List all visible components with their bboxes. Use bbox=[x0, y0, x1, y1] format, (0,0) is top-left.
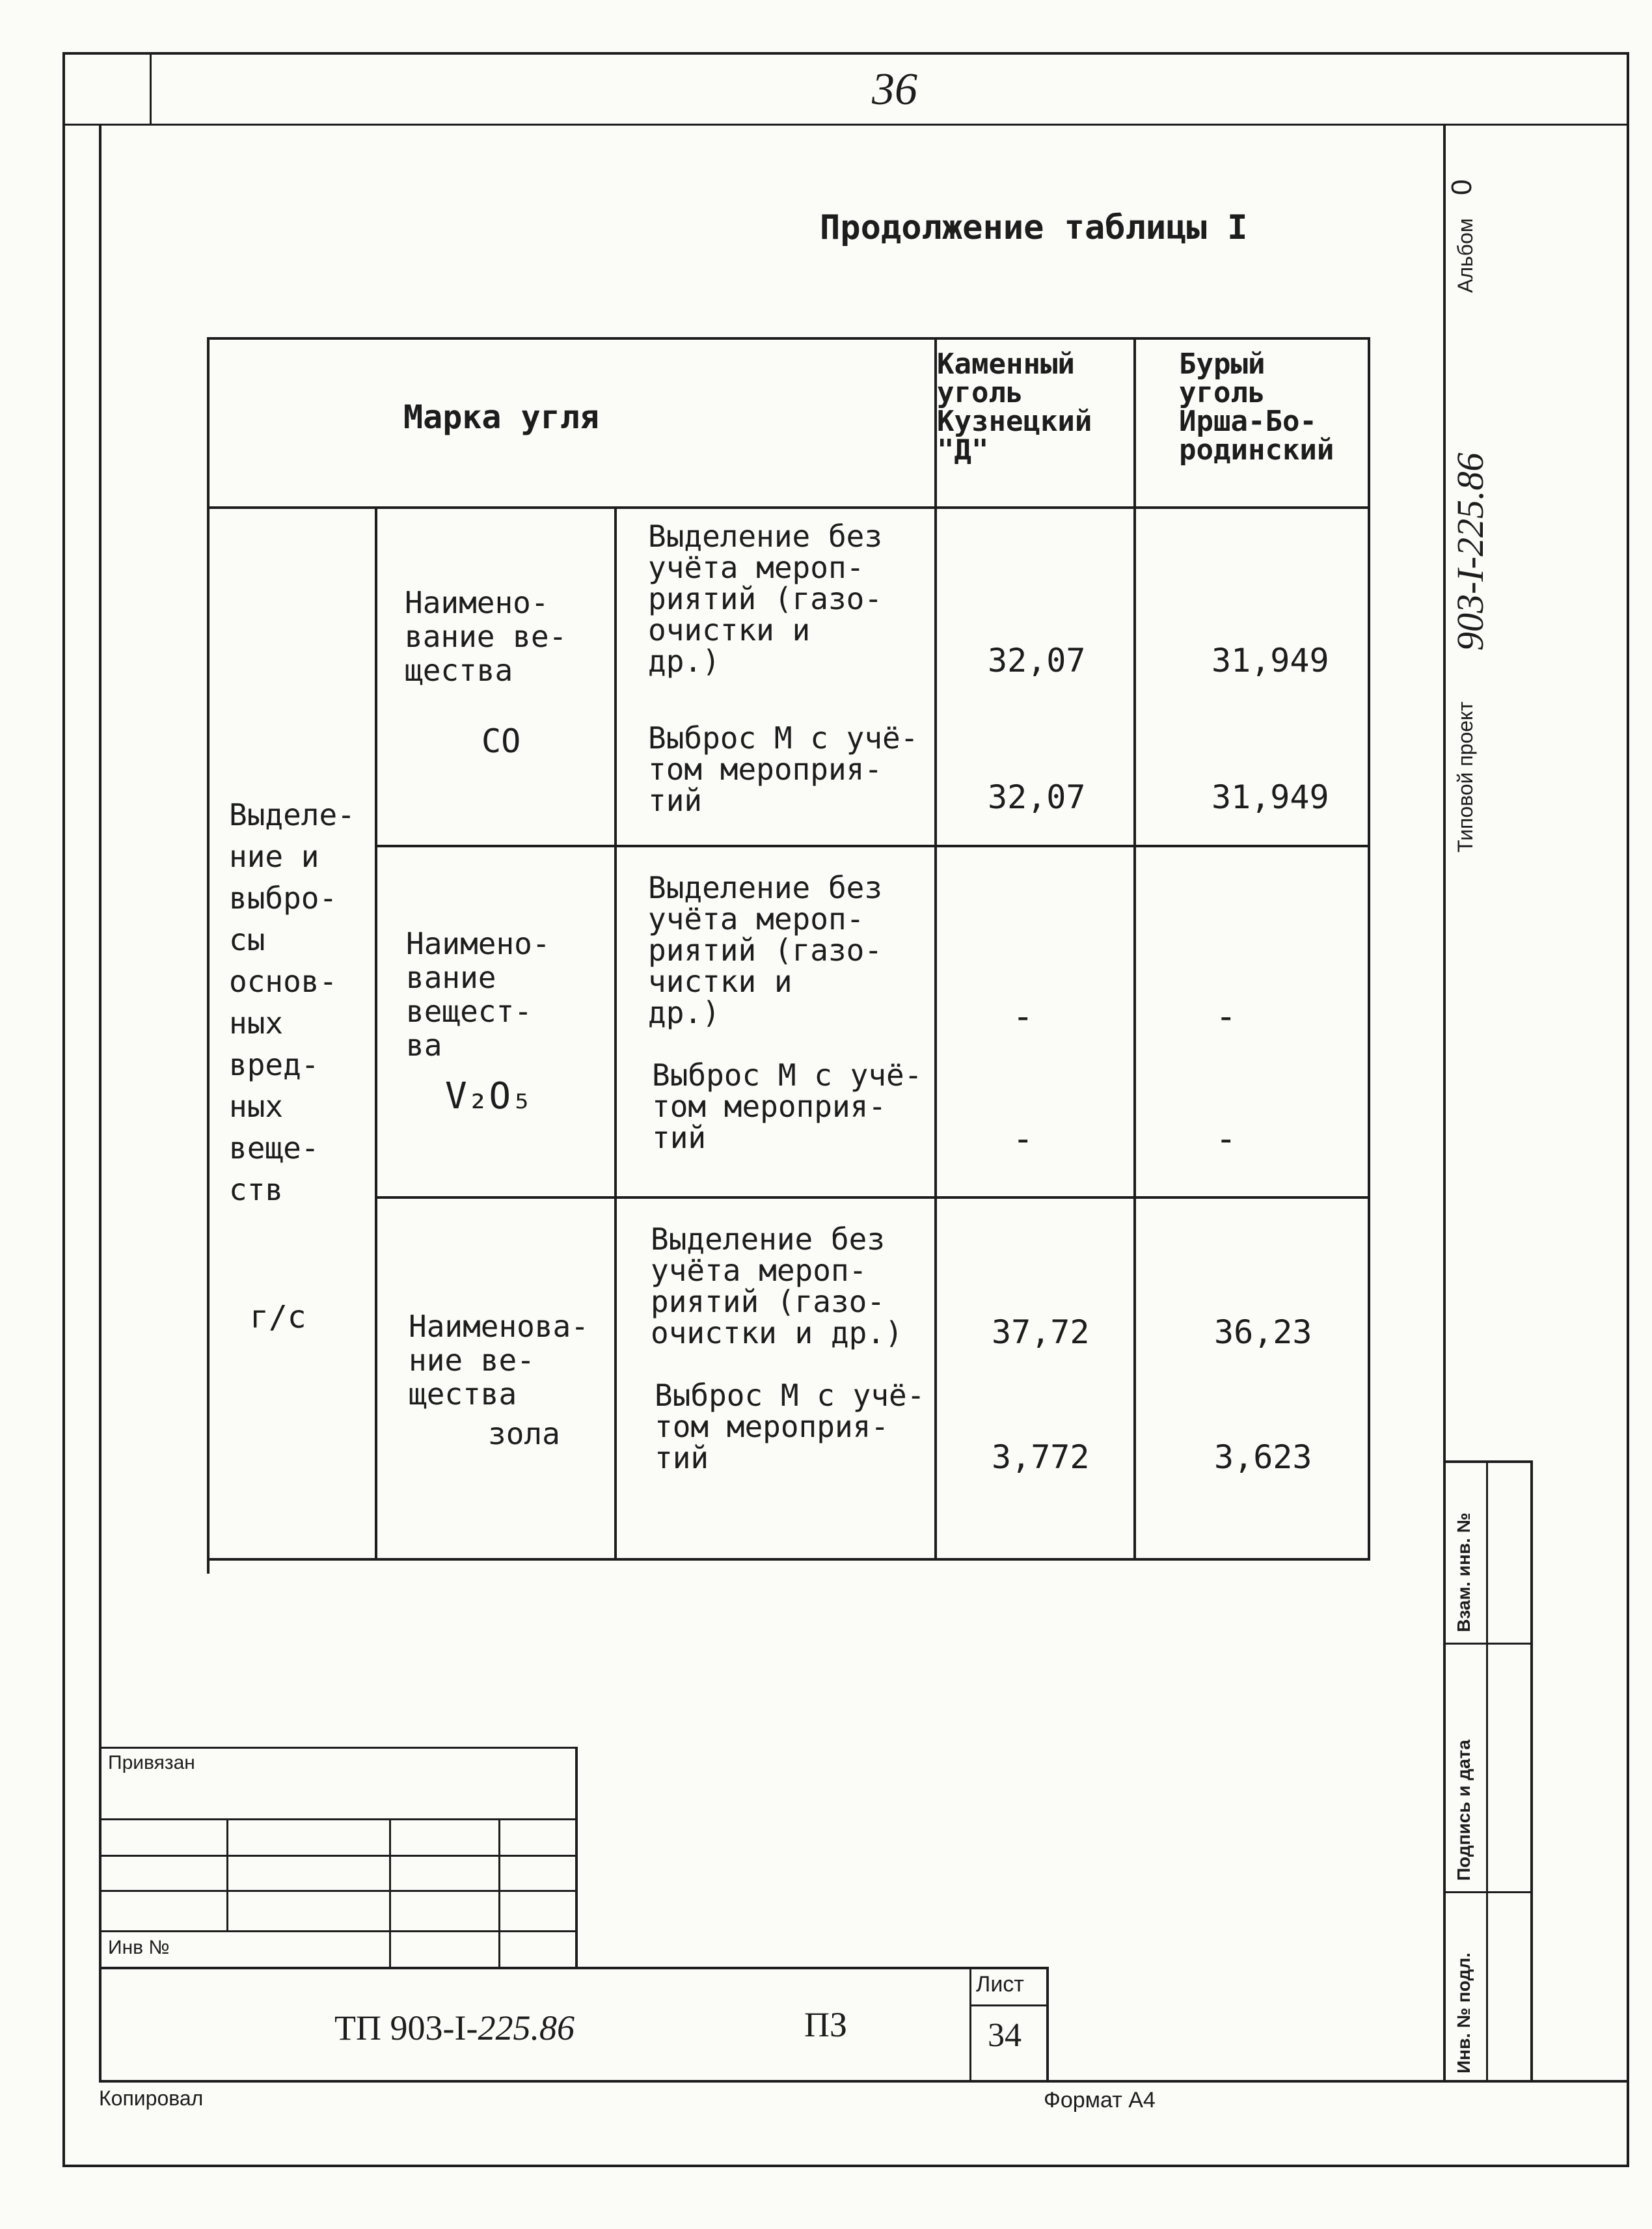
col-side-divider bbox=[375, 506, 377, 1561]
page-number: 36 bbox=[872, 64, 917, 115]
group3-substance-label: Наименова- ние ве- щества bbox=[409, 1309, 589, 1412]
doc-code-prefix: ТП 903-I- bbox=[334, 2008, 478, 2047]
group3-row1-label: Выделение без учёта мероп- риятий (газо- очистки и др.) bbox=[651, 1222, 903, 1350]
project-value: 903-I-225.86 bbox=[1449, 452, 1491, 651]
side-stamp-col-divider bbox=[1486, 1460, 1488, 2080]
inv-podl-label: Инв. № подл. bbox=[1454, 1952, 1474, 2073]
privyazan-row3 bbox=[99, 1890, 578, 1892]
group1-row2-label: Выброс М с учё- том мероприя- тий bbox=[648, 720, 919, 818]
doc-code-suffix: 225.86 bbox=[478, 2008, 575, 2047]
col-substance-divider bbox=[614, 506, 617, 1561]
side-stamp-row2 bbox=[1443, 1891, 1532, 1893]
privyazan-row4 bbox=[99, 1930, 578, 1932]
privyazan-col1 bbox=[226, 1818, 228, 1930]
group1-row1-label: Выделение без учёта мероп- риятий (газо- очистки и др.) bbox=[648, 519, 883, 679]
table-bottom-border bbox=[207, 1558, 1370, 1561]
group2-bottom bbox=[375, 1196, 1370, 1199]
title-block-top bbox=[99, 1967, 1049, 1969]
album-value: 0 bbox=[1446, 179, 1478, 195]
side-stamp-right bbox=[1530, 1460, 1533, 2080]
header-col2: Бурый уголь Ирша-Бо- родинский bbox=[1179, 348, 1334, 467]
privyazan-top bbox=[99, 1747, 578, 1749]
col-values-divider bbox=[934, 337, 937, 1561]
group1-row1-v2: 31,949 bbox=[1212, 642, 1329, 679]
sheet-box-right bbox=[1046, 1967, 1049, 2081]
group2-row1-label: Выделение без учёта мероп- риятий (газо- чистки и др.) bbox=[648, 870, 883, 1030]
format-label: Формат А4 bbox=[1044, 2088, 1156, 2113]
project-label: Типовой проект bbox=[1454, 701, 1477, 853]
side-stamp-row1 bbox=[1443, 1643, 1532, 1645]
sheet-box-divider bbox=[969, 2004, 1049, 2006]
privyazan-col2 bbox=[389, 1818, 391, 1968]
group1-bottom bbox=[375, 845, 1370, 847]
group1-substance-label: Наимено- вание ве- щества bbox=[405, 585, 567, 688]
header-strip-divider bbox=[150, 52, 152, 125]
inner-frame-left bbox=[99, 124, 102, 2083]
group3-row1-v1: 37,72 bbox=[992, 1313, 1090, 1351]
sheet-value: 34 bbox=[988, 2017, 1022, 2054]
privyazan-col3 bbox=[498, 1818, 500, 1968]
group2-substance-label: Наимено- вание вещест- ва bbox=[406, 926, 550, 1063]
inner-frame-right bbox=[1443, 124, 1446, 2083]
doc-code bbox=[334, 2007, 575, 2048]
outer-frame-bottom bbox=[62, 2165, 1629, 2167]
group3-substance: зола bbox=[488, 1416, 560, 1451]
group2-row1-v2: - bbox=[1215, 996, 1237, 1037]
table-top-border bbox=[207, 337, 1370, 340]
sheet-box-left bbox=[969, 1967, 971, 2081]
kopiroval-label: Копировал bbox=[99, 2086, 204, 2110]
vzam-label: Взам. инв. № bbox=[1454, 1512, 1474, 1632]
sheet-label: Лист bbox=[976, 1972, 1024, 1997]
group1-row2-v1: 32,07 bbox=[988, 778, 1086, 816]
group1-row2-v2: 31,949 bbox=[1212, 778, 1329, 816]
privyazan-label: Привязан bbox=[108, 1752, 195, 1773]
podpis-label: Подпись и дата bbox=[1454, 1740, 1474, 1881]
side-unit: г/с bbox=[250, 1299, 306, 1335]
group1-row1-v1: 32,07 bbox=[988, 642, 1086, 679]
group2-row1-v1: - bbox=[1012, 996, 1034, 1037]
table-header-bottom bbox=[207, 506, 1370, 509]
header-row-label: Марка угля bbox=[403, 398, 600, 436]
group3-row2-v1: 3,772 bbox=[992, 1438, 1090, 1476]
col-v1-v2-divider bbox=[1133, 337, 1136, 1561]
side-label: Выделе- ние и выбро- сы основ- ных вред- ных веще- ств bbox=[229, 797, 355, 1207]
group2-row2-v1: - bbox=[1012, 1118, 1034, 1159]
outer-frame-right bbox=[1627, 52, 1629, 2167]
inner-frame-bottom bbox=[99, 2080, 1629, 2083]
table-title: Продолжение таблицы I bbox=[820, 208, 1248, 247]
outer-frame-left bbox=[62, 52, 65, 2167]
group2-row2-v2: - bbox=[1215, 1118, 1237, 1159]
doc-type: ПЗ bbox=[804, 2005, 848, 2044]
group2-row2-label: Выброс М с учё- том мероприя- тий bbox=[652, 1058, 923, 1155]
group3-row2-label: Выброс М с учё- том мероприя- тий bbox=[655, 1378, 925, 1475]
group3-row1-v2: 36,23 bbox=[1214, 1313, 1312, 1351]
group1-substance: CO bbox=[481, 722, 521, 760]
table-left-border bbox=[207, 337, 210, 1574]
table-right-border bbox=[1368, 337, 1370, 1561]
privyazan-row1 bbox=[99, 1818, 578, 1820]
group3-row2-v2: 3,623 bbox=[1214, 1438, 1312, 1476]
privyazan-right bbox=[575, 1747, 578, 1969]
inv-no-label: Инв № bbox=[108, 1937, 170, 1958]
album-label: Альбом bbox=[1454, 218, 1477, 293]
group2-substance: V₂O₅ bbox=[445, 1075, 533, 1117]
header-strip-bottom bbox=[62, 124, 1629, 126]
privyazan-row2 bbox=[99, 1855, 578, 1857]
header-col1: Каменный уголь Кузнецкий "Д" bbox=[937, 348, 1092, 467]
outer-frame-top bbox=[62, 52, 1629, 55]
